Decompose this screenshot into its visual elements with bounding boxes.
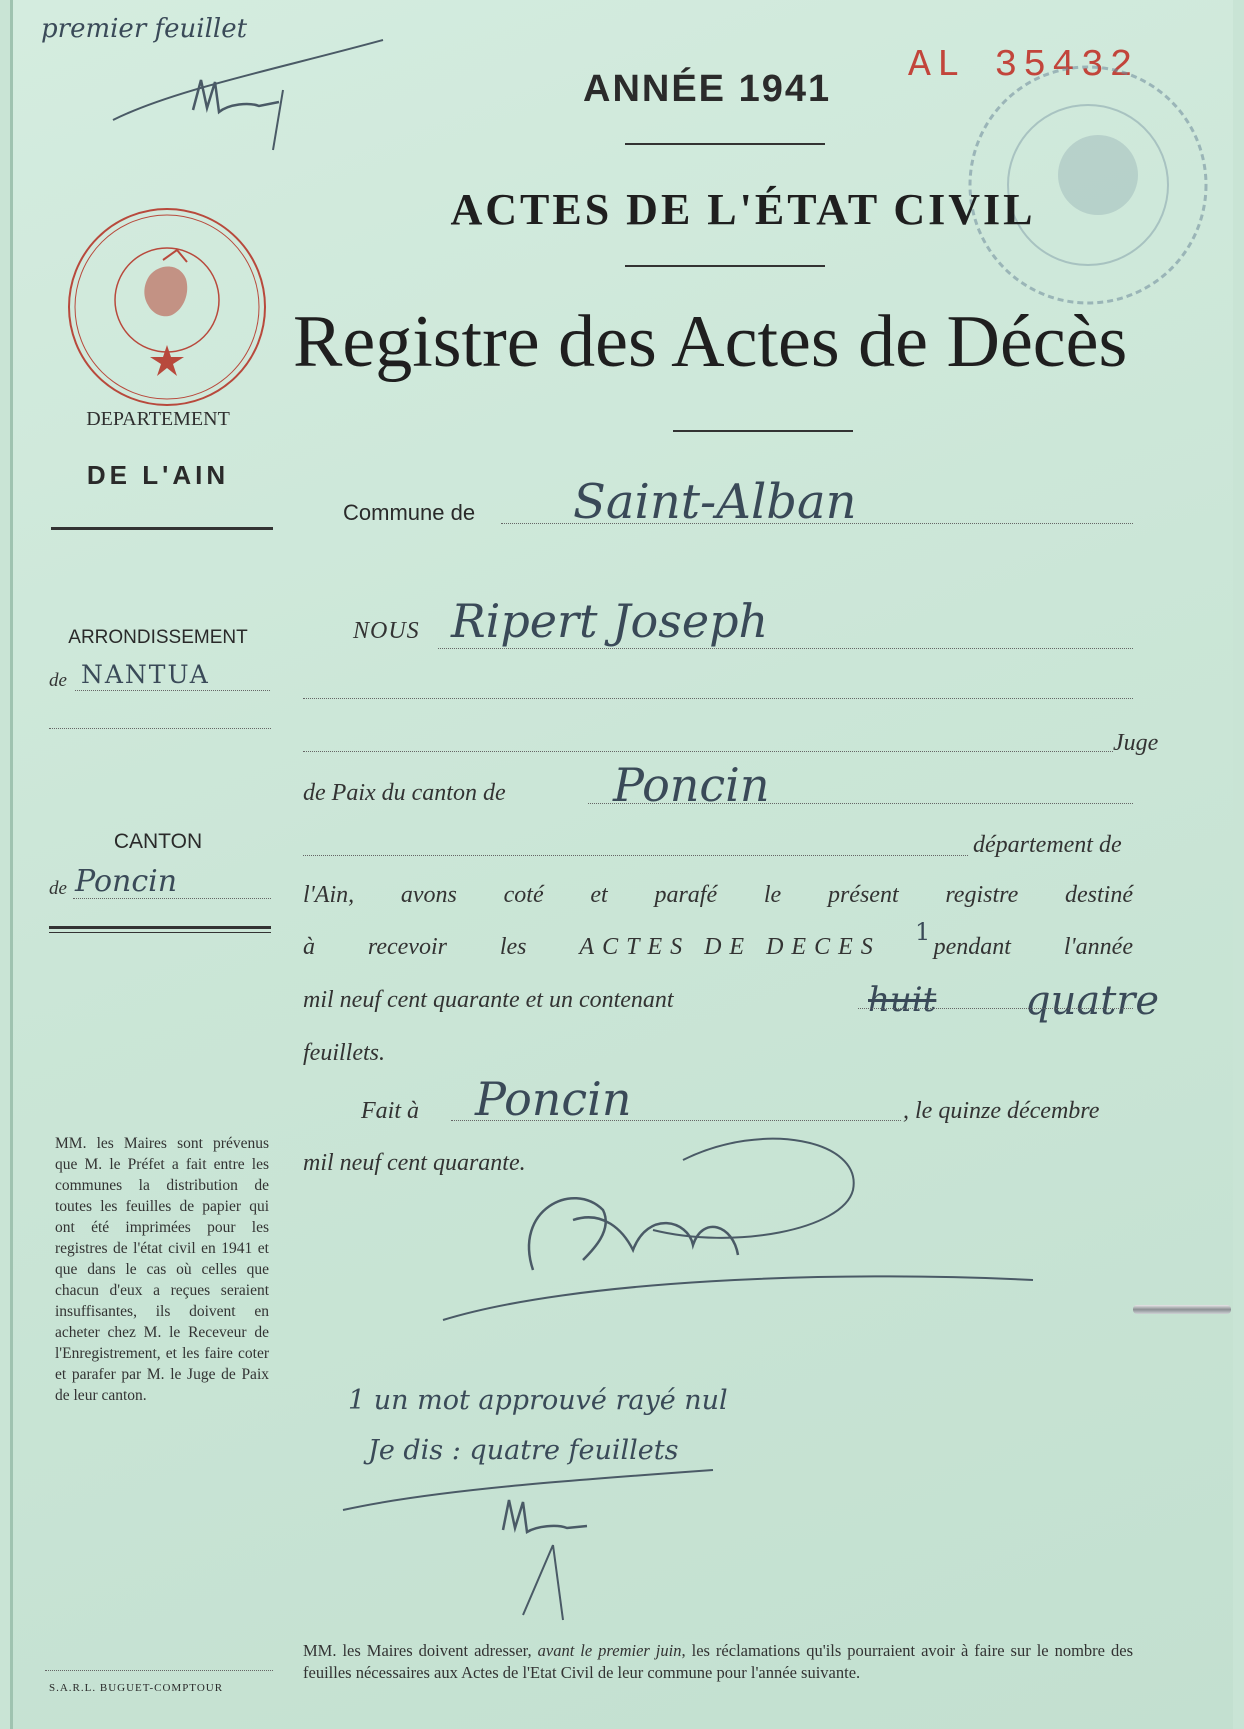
arrondissement-prefix: de [49, 670, 67, 691]
canton-prefix: de [49, 878, 67, 899]
arrondissement-value: NANTUA [81, 660, 210, 689]
word: coté [503, 882, 544, 908]
header-rule-2 [625, 265, 825, 267]
paix-label: de Paix du canton de [303, 780, 506, 806]
word: et [590, 882, 608, 908]
canton-value: Poncin [75, 864, 178, 899]
paix-value: Poncin [613, 758, 770, 812]
body-line-1 [303, 882, 1133, 909]
footer-notice-suffix: , les réclamations qu'ils pourraient avoir à faire sur le nombre des feuilles nécessaires aux Actes de l'Etat Civil de leur commune pour l'année suivante. [303, 1641, 1133, 1682]
word: les [499, 934, 527, 960]
word: présent [827, 882, 899, 908]
department-label: DEPARTEMENT [86, 408, 230, 430]
word: à [303, 934, 315, 960]
department-name: DE L'AIN [86, 460, 230, 490]
fait-label: Fait à [361, 1098, 419, 1124]
printer-line [45, 1670, 273, 1671]
word: destiné [1065, 882, 1133, 908]
footer-notice-emphasis: avant le premier juin [537, 1641, 682, 1660]
departement-word: département de [973, 832, 1122, 858]
commune-label: Commune de [343, 500, 476, 525]
binding-pin [1133, 1305, 1231, 1314]
year-heading: ANNÉE 1941 [583, 68, 832, 110]
canton-line [73, 898, 271, 899]
word: le [763, 882, 782, 908]
nous-line-3 [303, 751, 1113, 752]
nous-line-2 [303, 698, 1133, 699]
register-page [10, 0, 1233, 1729]
arrondissement-line [75, 690, 270, 691]
title-large: Registre des Actes de Décès [293, 301, 1128, 383]
commune-value: Saint-Alban [573, 474, 857, 530]
handwritten-note-line1: 1 un mot approuvé rayé nul [348, 1385, 728, 1416]
commune-line [501, 523, 1133, 524]
body-line-2 [303, 934, 1133, 961]
state-civil-seal [65, 205, 270, 410]
serial-number: AL 35432 [908, 44, 1139, 87]
handwritten-note-line2: Je dis : quatre feuillets [368, 1435, 679, 1466]
body-line-4: feuillets. [303, 1040, 385, 1066]
header-rule-1 [625, 143, 825, 145]
correction-word: quatre [1025, 978, 1160, 1024]
title-small: ACTES DE L'ÉTAT CIVIL [450, 185, 1036, 234]
fait-value: Poncin [475, 1072, 632, 1126]
word: recevoir [367, 934, 447, 960]
word: ACTES DE DECES [579, 934, 881, 960]
word: l'année [1063, 934, 1133, 960]
count-line [858, 1008, 1133, 1009]
word: avons [400, 882, 457, 908]
word: parafé [654, 882, 718, 908]
paraph-initials-bottom [333, 1450, 733, 1630]
word: l'Ain, [303, 882, 355, 908]
departement-line [303, 855, 968, 856]
fait-date: , le quinze décembre [903, 1098, 1100, 1124]
header-rule-3 [673, 430, 853, 432]
word: registre [945, 882, 1019, 908]
body-line-5: mil neuf cent quarante. [303, 1150, 526, 1176]
nous-line-1 [438, 648, 1133, 649]
body-line-3: mil neuf cent quarante et un contenant [303, 987, 674, 1013]
handwritten-annotation-top: premier feuillet [41, 14, 248, 44]
paix-line [588, 803, 1133, 804]
juge-word: Juge [1113, 730, 1159, 756]
sidebar-rule-2 [49, 926, 271, 929]
arrondissement-label: ARRONDISSEMENT [68, 627, 248, 648]
footnote-mark-1: 1 [915, 918, 931, 946]
footer-notice [303, 1640, 1133, 1684]
paraph-initials-top [93, 30, 413, 160]
struck-word: huit [868, 980, 937, 1020]
arrondissement-line-2 [49, 728, 271, 729]
judge-signature [433, 1120, 1053, 1340]
sidebar-rule-1 [51, 527, 273, 530]
nous-value: Ripert Joseph [451, 594, 769, 648]
printer-mark: S.A.R.L. BUGUET-COMPTOUR [49, 1682, 224, 1694]
nous-label: NOUS [353, 618, 420, 644]
footer-notice-prefix: MM. les Maires doivent adresser, [303, 1641, 532, 1660]
canton-label: CANTON [113, 830, 203, 853]
sidebar-rule-3 [49, 932, 271, 933]
sidebar-notice: MM. les Maires sont prévenus que M. le Préfet a fait entre les communes la distribution de toutes les feuilles de papier qui ont été imprimées pour les registres de l'état civil en 1941 et que dans le cas où celles que chacun d'eux a reçues seraient insuffisantes, ils doivent en acheter chez M. le Receveur de l'Enregistrement, et les faire coter et parafer par M. le Juge de Paix de leur canton. [55, 1135, 269, 1404]
word: pendant [933, 934, 1011, 960]
